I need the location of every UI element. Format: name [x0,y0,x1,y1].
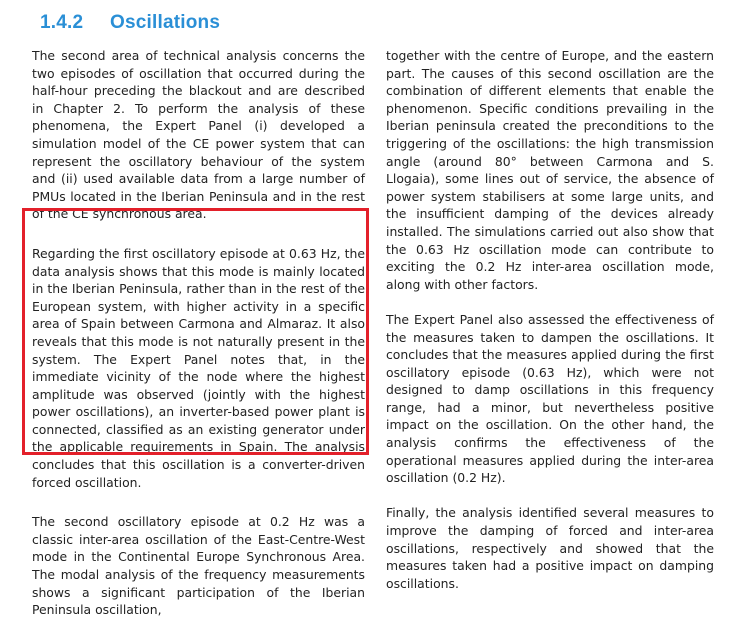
paragraph-first-oscillation: Regarding the first oscillatory episode at 0.63 Hz, the data analysis shows that this mode is mainly located in the Iberian Peninsula, rather than in the rest of the European system, with higher activity in a specific area of Spain between Carmona and Almaraz. It also reveals that this mode is not naturally present in the system. The Expert Panel notes that, in the immediate vicinity of the node where the highest amplitude was observed (jointly with the highest power oscillations), an inverter-based power plant is connected, classified as an existing generator under the applicable requirements in Spain. The analysis concludes that this oscillation is a converter-driven forced oscillation. [32,245,365,490]
paragraph-intro: The second area of technical analysis concerns the two episodes of oscillation that occurred during the half-hour preceding the blackout and are described in Chapter 2. To perform the analysis of these phenomena, the Expert Panel (i) developed a simulation model of the CE power system that can represent the oscillatory behaviour of the system and (ii) used available data from a large number of PMUs located in the Iberian Peninsula and in the rest of the CE synchronous area. [32,48,365,222]
section-number: 1.4.2 [40,12,84,33]
section-heading [40,12,220,40]
paragraph-second-oscillation: The second oscillatory episode at 0.2 Hz was a classic inter-area oscillation of the East-Centre-West mode in the Continental Europe Synchronous Area. The modal analysis of the frequency measurements shows a significant participation of the Iberian Peninsula oscillation, [32,514,365,618]
paragraph-causes: together with the centre of Europe, and the eastern part. The causes of this second oscillation are the combination of different elements that enable the phenomenon. Specific conditions prevailing in the Iberian peninsula created the preconditions to the triggering of the oscillations: the high transmission angle (around 80° between Carmona and S. Llogaia), some lines out of service, the absence of power system stabilisers at some large units, and the insufficient damping of the devices already installed. The simulations carried out also show that the 0.63 Hz oscillation mode can contribute to exciting the 0.2 Hz inter-area oscillation mode, along with other factors. [386,48,714,292]
right-column [386,47,714,610]
section-title: Oscillations [110,12,221,33]
paragraph-effectiveness: The Expert Panel also assessed the effectiveness of the measures taken to dampen the oscillations. It concludes that the measures applied during the first oscillatory episode (0.63 Hz), which were not designed to damp oscillations in this frequency range, had a minor, but nevertheless positive impact on the oscillation. On the other hand, the analysis confirms the effectiveness of the operational measures applied during the inter-area oscillation (0.2 Hz). [386,311,714,486]
paragraph-conclusion: Finally, the analysis identified several measures to improve the damping of forced and inter-area oscillations, respectively and showed that the measures taken had a positive impact on damping oscillations. [386,505,714,591]
left-column [32,47,365,636]
